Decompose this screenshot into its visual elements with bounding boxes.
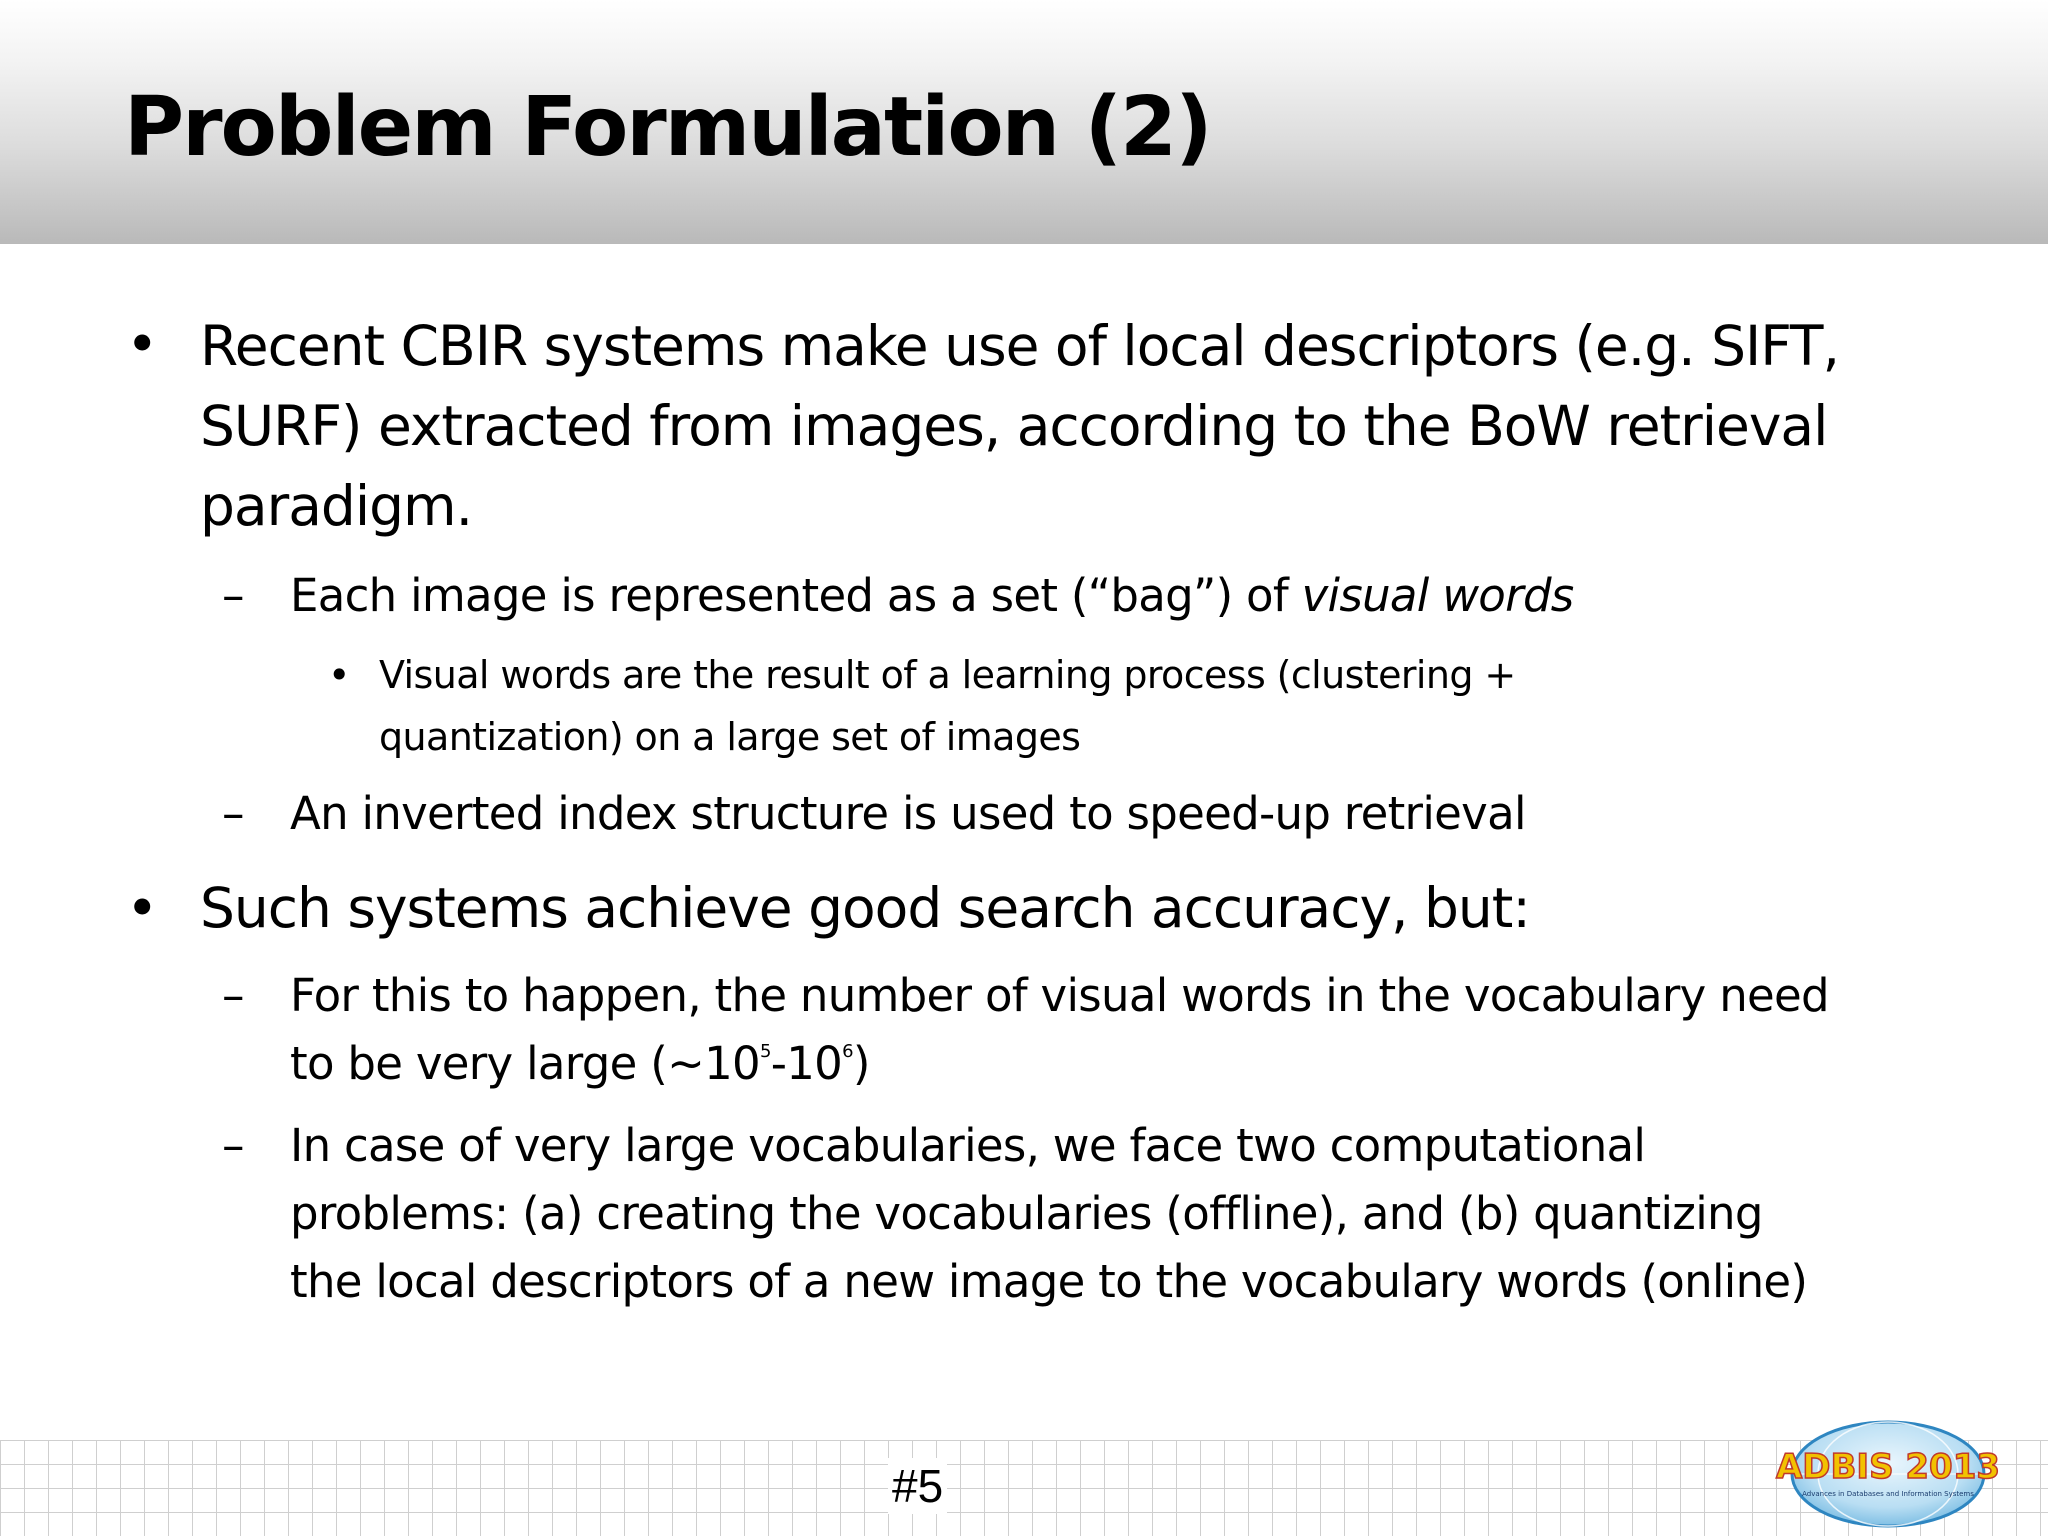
bullet-icon: •	[328, 653, 350, 697]
logo-text: ADBIS 2013	[1775, 1447, 2001, 1487]
sub-bullet-1-1	[290, 562, 1574, 630]
sub-sub-bullet-line-2: quantization) on a large set of images	[379, 715, 1081, 759]
visual-words-emphasis: visual words	[1301, 569, 1574, 622]
logo-subtitle: Advances in Databases and Information Systems	[1802, 1490, 1974, 1498]
slide-title: Problem Formulation (2)	[124, 80, 1211, 175]
dash-icon: –	[222, 1119, 244, 1172]
footer-grid	[0, 1440, 2048, 1536]
adbis-logo	[1775, 1418, 2001, 1530]
dash-icon: –	[222, 787, 244, 840]
sub-bullet-2-2-line-3: the local descriptors of a new image to the vocabulary words (online)	[290, 1255, 1808, 1308]
bullet-1-line-3: paradigm.	[200, 474, 473, 538]
exponent-6: 6	[842, 1041, 853, 1062]
sub-bullet-2-1	[290, 962, 1829, 1098]
exponent-5: 5	[759, 1041, 771, 1062]
bullet-1-line-2: SURF) extracted from images, according to the BoW retrieval	[200, 394, 1828, 458]
bullet-icon: •	[126, 312, 158, 376]
bullet-1-line-1: Recent CBIR systems make use of local descriptors (e.g. SIFT,	[200, 314, 1840, 378]
vocab-size-suffix: )	[852, 1037, 870, 1090]
sub-bullet-2-2-line-1: In case of very large vocabularies, we face two computational	[290, 1119, 1646, 1172]
bullet-1-text	[200, 306, 1839, 546]
sub-bullet-2-1-line-1: For this to happen, the number of visual words in the vocabulary need	[290, 969, 1829, 1022]
sub-bullet-2-2	[290, 1112, 1807, 1316]
page-number: #5	[888, 1458, 947, 1514]
sub-bullet-1-1-text: Each image is represented as a set (“bag”) of	[290, 569, 1302, 622]
dash-icon: –	[222, 969, 244, 1022]
dash-icon: –	[222, 569, 244, 622]
sub-bullet-1-2: An inverted index structure is used to speed-up retrieval	[290, 787, 1526, 840]
sub-bullet-2-2-line-2: problems: (a) creating the vocabularies (offline), and (b) quantizing	[290, 1187, 1763, 1240]
bullet-2-text: Such systems achieve good search accuracy, but:	[200, 876, 1530, 940]
sub-sub-bullet-1-1-1	[379, 644, 1516, 768]
sub-sub-bullet-line-1: Visual words are the result of a learning process (clustering +	[379, 653, 1516, 697]
sub-bullet-2-1-line-2	[290, 1030, 1829, 1098]
vocab-size-prefix: to be very large (~10	[290, 1037, 760, 1090]
bullet-icon: •	[126, 876, 158, 940]
vocab-size-mid: -10	[770, 1037, 843, 1090]
